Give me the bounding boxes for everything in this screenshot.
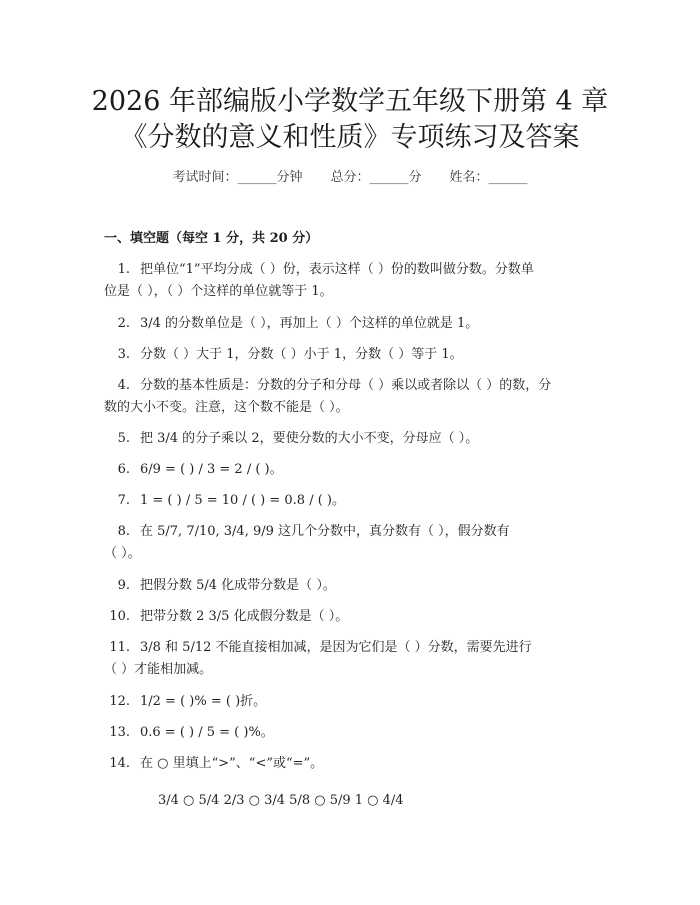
question-14	[104, 753, 598, 775]
question-text: 3/8 和 5/12 不能直接相加减，是因为它们是（ ）分数，需要先进行	[140, 640, 532, 655]
document-title-line-2: 《分数的意义和性质》专项练习及答案	[120, 122, 580, 153]
question-text: 分数（ ）大于 1，分数（ ）小于 1，分数（ ）等于 1。	[140, 347, 463, 362]
question-text-cont: （ ）才能相加减。	[104, 662, 213, 677]
question-11	[104, 637, 598, 681]
question-text: 在 ○ 里填上“>”、“<”或“=”。	[140, 756, 324, 771]
question-text: 1 = ( ) / 5 = 10 / ( ) = 0.8 / ( )。	[140, 493, 345, 508]
section-heading: 一、填空题（每空 1 分，共 20 分）	[104, 231, 319, 246]
question-text: 把单位“1”平均分成（ ）份，表示这样（ ）份的数叫做分数。分数单	[140, 262, 534, 277]
question-text: 把带分数 2 3/5 化成假分数是（ ）。	[140, 609, 349, 624]
document-title-line-1: 2026 年部编版小学数学五年级下册第 4 章	[91, 86, 609, 117]
question-number: 12.	[109, 694, 130, 709]
question-13	[104, 722, 598, 744]
question-number: 8.	[117, 524, 130, 539]
question-6	[104, 459, 598, 481]
question-text-cont: （ ）。	[104, 546, 141, 561]
question-12	[104, 691, 598, 713]
question-text: 在 5/7, 7/10, 3/4, 9/9 这几个分数中，真分数有（ ），假分数有	[140, 524, 510, 539]
question-number: 2.	[117, 316, 130, 331]
exam-meta	[0, 169, 700, 187]
question-number: 1.	[117, 262, 130, 277]
question-number: 9.	[117, 578, 130, 593]
question-number: 5.	[117, 431, 130, 446]
question-text: 把 3/4 的分子乘以 2，要使分数的大小不变，分母应（ ）。	[140, 431, 479, 446]
question-text: 6/9 = ( ) / 3 = 2 / ( )。	[140, 462, 283, 477]
question-4	[104, 375, 598, 419]
question-text: 3/4 的分数单位是（ ），再加上（ ）个这样的单位就是 1。	[140, 316, 479, 331]
question-3	[104, 344, 598, 366]
question-text-cont: 位是（ ），（ ）个这样的单位就等于 1。	[104, 284, 333, 299]
question-text: 1/2 = ( )% = ( )折。	[140, 694, 267, 709]
question-text: 把假分数 5/4 化成带分数是（ ）。	[140, 578, 336, 593]
question-text-cont: 数的大小不变。注意，这个数不能是（ ）。	[104, 400, 349, 415]
question-9	[104, 575, 598, 597]
question-number: 6.	[117, 462, 130, 477]
question-2	[104, 313, 598, 335]
question-text: 分数的基本性质是：分数的分子和分母（ ）乘以或者除以（ ）的数，分	[140, 378, 552, 393]
question-number: 14.	[109, 756, 130, 771]
question-1	[104, 259, 598, 303]
question-8	[104, 521, 598, 565]
question-number: 13.	[109, 725, 130, 740]
comparison-line: 3/4 ○ 5/4 2/3 ○ 3/4 5/8 ○ 5/9 1 ○ 4/4	[158, 793, 404, 808]
exam-score: 总分：______分	[330, 170, 422, 185]
question-number: 11.	[109, 640, 130, 655]
student-name: 姓名：______	[449, 170, 528, 185]
question-10	[104, 606, 598, 628]
question-5	[104, 428, 598, 450]
question-number: 10.	[109, 609, 130, 624]
question-number: 7.	[117, 493, 130, 508]
exam-time: 考试时间：______分钟	[172, 170, 303, 185]
question-7	[104, 490, 598, 512]
question-number: 3.	[117, 347, 130, 362]
question-number: 4.	[117, 378, 130, 393]
question-text: 0.6 = ( ) / 5 = ( )%。	[140, 725, 274, 740]
